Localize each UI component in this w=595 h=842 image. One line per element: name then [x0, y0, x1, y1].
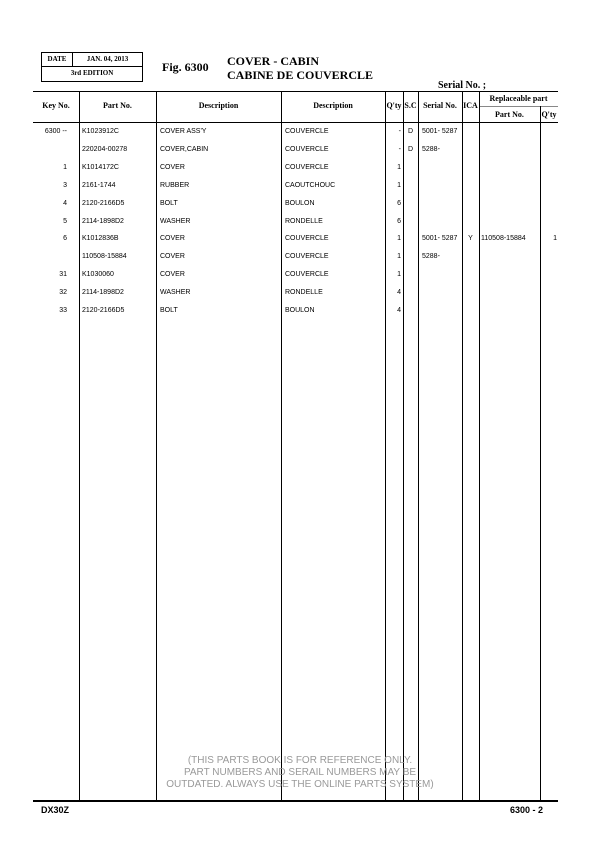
cell-part-no: 2114-1898D2 [82, 289, 124, 297]
serial-number-label: Serial No. ; [438, 80, 487, 91]
replaceable-divider [479, 106, 558, 107]
col-header-description-fr: Description [313, 101, 353, 110]
cell-key-no: 5 [63, 217, 67, 225]
col-divider-5 [403, 91, 404, 800]
cell-description-fr: BOULON [285, 199, 315, 207]
col-header-rep-qty: Q'ty [541, 110, 557, 119]
cell-description-en: COVER [160, 235, 185, 243]
col-divider-2 [156, 91, 157, 800]
footer-page-number: 6300 - 2 [510, 805, 544, 815]
cell-description-fr: COUVERCLE [285, 128, 329, 135]
col-header-ica: ICA [463, 101, 478, 110]
date-box [41, 52, 143, 82]
cell-rep-qty: 1 [553, 235, 557, 243]
table-bottom-border [33, 800, 558, 802]
cell-description-en: COVER [160, 253, 185, 261]
footer-model: DX30Z [41, 805, 70, 815]
page-title-english: COVER - CABIN [227, 54, 320, 68]
cell-description-en: COVER [160, 271, 185, 279]
cell-description-en: COVER,CABIN [160, 145, 209, 153]
cell-serial-no: 5001- 5287 [422, 128, 458, 135]
cell-key-no: 3 [63, 181, 67, 189]
col-divider-3 [281, 91, 282, 800]
cell-key-no: 1 [63, 163, 67, 171]
cell-sc: D [407, 128, 414, 135]
col-header-qty: Q'ty [386, 101, 402, 110]
cell-serial-no: 5001- 5287 [422, 235, 458, 243]
cell-qty: 1 [397, 253, 401, 261]
cell-part-no: 110508-15884 [82, 253, 127, 261]
disclaimer-line-1: (THIS PARTS BOOK IS FOR REFERENCE ONLY. [187, 755, 413, 766]
col-header-key-no: Key No. [42, 101, 70, 110]
page-title-french: CABINE DE COUVERCLE [227, 68, 374, 82]
cell-serial-no: 5288- [422, 253, 440, 261]
cell-serial-no: 5288- [422, 145, 440, 153]
cell-part-no: 220204-00278 [82, 145, 128, 153]
cell-key-no: 33 [59, 307, 67, 314]
cell-qty: - [398, 145, 401, 153]
col-divider-4 [385, 91, 386, 800]
col-header-replaceable-part: Replaceable part [489, 94, 548, 103]
cell-description-fr: RONDELLE [285, 289, 323, 297]
cell-description-en: WASHER [160, 217, 191, 225]
disclaimer-line-3: OUTDATED. ALWAYS USE THE ONLINE PARTS SYSTEM) [166, 779, 434, 790]
cell-qty: 1 [397, 163, 401, 171]
col-header-sc: S.C [404, 101, 417, 110]
cell-qty: 1 [397, 235, 401, 243]
col-divider-1 [79, 91, 80, 800]
col-header-rep-part-no: Part No. [495, 110, 524, 119]
cell-part-no: 2120-2166D5 [82, 307, 125, 314]
col-divider-9 [540, 106, 541, 800]
cell-qty: - [398, 128, 401, 135]
cell-key-no: 6 [63, 235, 67, 243]
cell-qty: 6 [397, 199, 401, 207]
col-divider-6 [418, 91, 419, 800]
cell-ica: Y [468, 235, 473, 243]
cell-key-no: 31 [59, 271, 67, 279]
cell-sc: D [407, 145, 414, 153]
edition-label: 3rd EDITION [70, 69, 114, 77]
cell-qty: 6 [397, 217, 401, 225]
cell-key-no: 4 [63, 199, 67, 207]
cell-description-en: COVER ASS'Y [160, 128, 207, 135]
col-divider-7 [462, 91, 463, 800]
cell-part-no: K1014172C [82, 163, 119, 171]
cell-description-fr: COUVERCLE [285, 271, 329, 279]
cell-description-en: COVER [160, 163, 185, 171]
date-value: JAN. 04, 2013 [86, 55, 129, 63]
cell-part-no: K1023912C [82, 128, 119, 135]
col-header-serial-no: Serial No. [423, 101, 457, 110]
disclaimer-watermark [140, 755, 460, 791]
cell-key-no: 6300 -- [44, 128, 67, 135]
cell-rep-part-no: 110508-15884 [481, 235, 526, 243]
col-header-description-en: Description [198, 101, 239, 110]
cell-qty: 4 [397, 307, 401, 314]
cell-qty: 1 [397, 181, 401, 189]
cell-part-no: K1030060 [82, 271, 114, 279]
cell-description-en: BOLT [160, 199, 178, 207]
cell-description-fr: COUVERCLE [285, 145, 329, 153]
cell-description-fr: BOULON [285, 307, 315, 314]
cell-part-no: 2114-1898D2 [82, 217, 124, 225]
cell-qty: 4 [397, 289, 401, 297]
cell-description-fr: COUVERCLE [285, 163, 329, 171]
cell-description-en: WASHER [160, 289, 191, 297]
cell-part-no: 2120-2166D5 [82, 199, 125, 207]
cell-description-fr: COUVERCLE [285, 253, 329, 261]
cell-description-fr: CAOUTCHOUC [285, 181, 336, 189]
cell-part-no: K1012836B [82, 235, 119, 243]
cell-description-fr: RONDELLE [285, 217, 323, 225]
figure-number: Fig. 6300 [162, 60, 209, 74]
date-label: DATE [42, 53, 73, 66]
cell-description-en: RUBBER [160, 181, 190, 189]
cell-description-fr: COUVERCLE [285, 235, 329, 243]
col-divider-8 [479, 91, 480, 800]
cell-part-no: 2161-1744 [82, 181, 116, 189]
col-header-part-no: Part No. [103, 101, 132, 110]
cell-key-no: 32 [59, 289, 67, 297]
cell-qty: 1 [397, 271, 401, 279]
disclaimer-line-2: PART NUMBERS AND SERAIL NUMBERS MAY BE [183, 767, 417, 778]
cell-description-en: BOLT [160, 307, 178, 314]
